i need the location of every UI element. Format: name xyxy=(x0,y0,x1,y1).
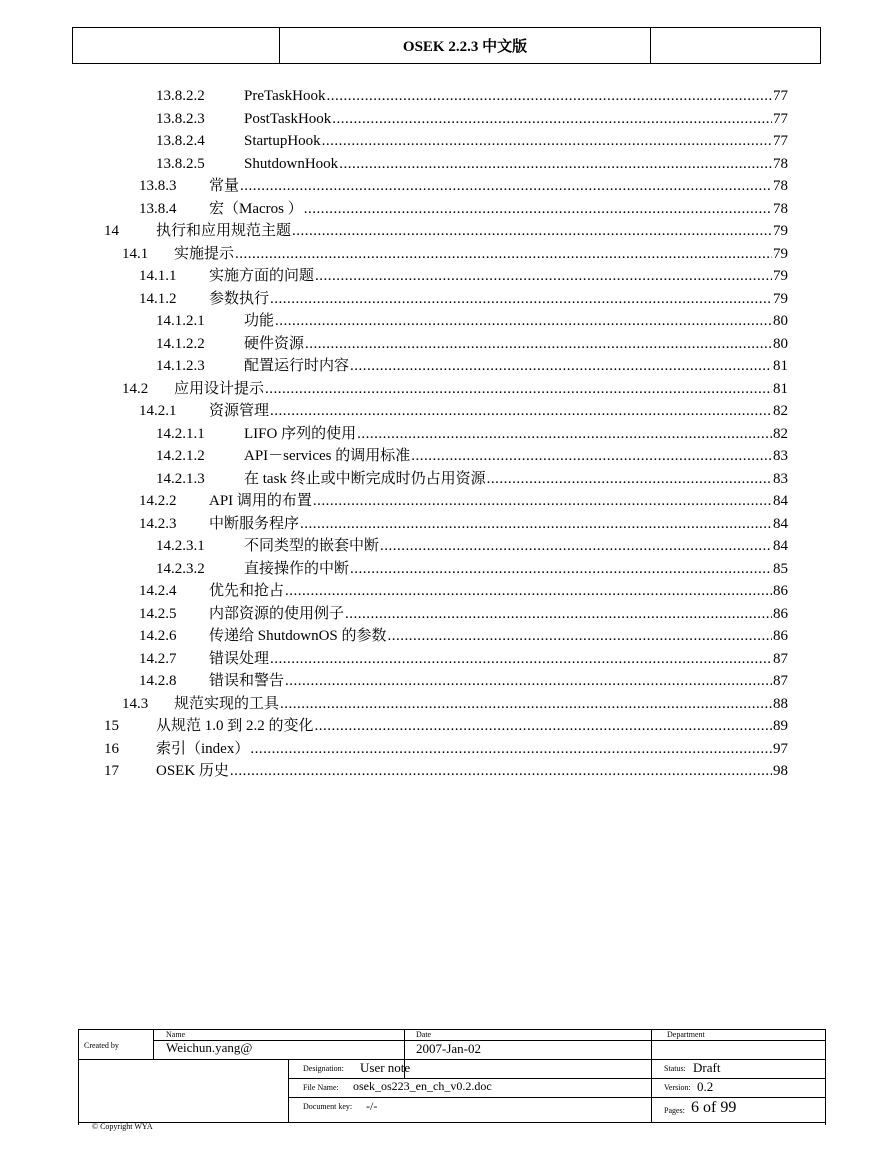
toc-entry-page: 81 xyxy=(773,358,788,374)
toc-entry-number: 17 xyxy=(104,763,119,779)
toc-leader-dots xyxy=(357,423,772,445)
toc-entry-title: 索引（index） xyxy=(156,740,250,757)
footer-name-value: Weichun.yang@ xyxy=(166,1040,253,1055)
toc-entry-page: 86 xyxy=(773,583,788,599)
toc-entry[interactable] xyxy=(122,243,788,265)
toc-entry-title: 实施方面的问题 xyxy=(209,268,315,284)
toc-entry-title: 规范实现的工具 xyxy=(174,695,280,712)
toc-entry[interactable] xyxy=(104,738,788,760)
toc-entry-number: 14.2.4 xyxy=(139,583,177,599)
toc-entry[interactable] xyxy=(156,468,788,490)
toc-entry[interactable] xyxy=(139,513,788,535)
toc-entry-number: 14.1.2.2 xyxy=(156,335,205,352)
toc-entry-page: 79 xyxy=(773,290,788,307)
footer-date-label: Date xyxy=(416,1030,432,1039)
toc-entry-title: 不同类型的嵌套中断 xyxy=(244,538,380,554)
toc-entry[interactable] xyxy=(139,648,788,670)
toc-entry-title: 实施提示 xyxy=(174,245,235,262)
toc-entry-page: 81 xyxy=(773,380,788,397)
toc-entry-page: 89 xyxy=(773,718,788,734)
toc-leader-dots xyxy=(326,85,772,107)
toc-entry-number: 13.8.2.2 xyxy=(156,88,205,104)
toc-entry[interactable] xyxy=(156,423,788,445)
toc-entry-page: 88 xyxy=(773,695,788,712)
toc-leader-dots xyxy=(292,220,772,242)
footer-pages-value: 6 of 99 xyxy=(691,1099,737,1116)
toc-entry-title: 内部资源的使用例子 xyxy=(209,605,345,622)
toc-entry[interactable] xyxy=(139,265,788,287)
footer-filename-label: File Name: xyxy=(303,1083,339,1092)
toc-entry[interactable] xyxy=(139,670,788,692)
toc-entry[interactable] xyxy=(139,625,788,647)
toc-entry-number: 13.8.2.5 xyxy=(156,155,205,172)
toc-entry-number: 14.1.2 xyxy=(139,290,177,307)
footer-version-label: Version: xyxy=(664,1083,691,1092)
toc-entry[interactable] xyxy=(139,198,788,220)
toc-entry-title: LIFO 序列的使用 xyxy=(244,425,357,442)
toc-leader-dots xyxy=(388,625,772,647)
toc-entry-title: 直接操作的中断 xyxy=(244,560,350,577)
toc-entry-page: 84 xyxy=(773,515,788,532)
footer-status-value: Draft xyxy=(693,1060,721,1075)
toc-entry-title: API－services 的调用标准 xyxy=(244,448,411,464)
toc-entry-title: API 调用的布置 xyxy=(209,493,312,509)
footer-name-label: Name xyxy=(166,1030,186,1039)
footer-version-value: 0.2 xyxy=(697,1079,714,1094)
toc-entry[interactable] xyxy=(156,85,788,107)
footer-designation-value: User note xyxy=(360,1060,411,1075)
toc-entry-page: 84 xyxy=(773,538,788,554)
toc-leader-dots xyxy=(285,580,772,602)
toc-entry-number: 14.3 xyxy=(122,695,149,712)
toc-entry-page: 83 xyxy=(773,448,788,464)
toc-entry[interactable] xyxy=(139,288,788,310)
toc-entry-page: 86 xyxy=(773,628,788,644)
toc-entry-number: 14.2.7 xyxy=(139,650,177,667)
toc-entry-page: 85 xyxy=(773,560,788,577)
document-footer xyxy=(78,1029,826,1131)
toc-leader-dots xyxy=(313,490,772,512)
toc-leader-dots xyxy=(240,175,772,197)
toc-leader-dots xyxy=(280,693,772,715)
toc-leader-dots xyxy=(275,310,772,332)
toc-entry-title: PreTaskHook xyxy=(244,88,326,104)
toc-entry[interactable] xyxy=(156,130,788,152)
toc-entry-page: 87 xyxy=(773,650,788,667)
footer-dockey-value: -/- xyxy=(366,1099,378,1113)
footer-designation-label: Designation: xyxy=(303,1064,344,1073)
toc-entry-page: 83 xyxy=(773,470,788,487)
toc-leader-dots xyxy=(487,468,772,490)
toc-leader-dots xyxy=(380,535,772,557)
footer-status-label: Status: xyxy=(664,1064,686,1073)
toc-entry[interactable] xyxy=(139,175,788,197)
toc-entry-number: 14.2.3 xyxy=(139,515,177,532)
toc-entry-title: 中断服务程序 xyxy=(209,515,300,532)
toc-entry-number: 14.1 xyxy=(122,245,149,262)
toc-entry-number: 13.8.4 xyxy=(139,200,177,217)
toc-entry-number: 14.2.1.3 xyxy=(156,470,205,487)
toc-entry[interactable] xyxy=(156,108,788,130)
toc-entry-number: 14.1.1 xyxy=(139,268,177,284)
toc-entry-title: 从规范 1.0 到 2.2 的变化 xyxy=(156,718,314,734)
toc-entry[interactable] xyxy=(156,535,788,557)
toc-entry-page: 78 xyxy=(773,178,788,194)
toc-entry-number: 14.1.2.1 xyxy=(156,313,205,329)
toc-entry-title: 错误和警告 xyxy=(209,673,285,689)
toc-leader-dots xyxy=(304,198,772,220)
toc-leader-dots xyxy=(322,130,772,152)
footer-department-label: Department xyxy=(667,1030,705,1039)
toc-entry[interactable] xyxy=(104,760,788,782)
toc-entry-title: 优先和抢占 xyxy=(209,583,285,599)
toc-entry-number: 13.8.2.4 xyxy=(156,133,205,149)
toc-leader-dots xyxy=(350,355,772,377)
toc-leader-dots xyxy=(350,558,772,580)
toc-entry-number: 13.8.2.3 xyxy=(156,110,205,127)
footer-dockey-label: Document key: xyxy=(303,1102,353,1111)
toc-entry-number: 14.2.1 xyxy=(139,403,177,419)
toc-entry-number: 14.2.2 xyxy=(139,493,177,509)
toc-entry-title: StartupHook xyxy=(244,133,321,149)
toc-leader-dots xyxy=(285,670,772,692)
toc-leader-dots xyxy=(305,333,772,355)
header-left-cell xyxy=(73,28,280,63)
toc-entry-title: 宏（Macros ） xyxy=(209,200,303,217)
toc-entry[interactable] xyxy=(156,333,788,355)
toc-entry-number: 14 xyxy=(104,223,119,239)
toc-entry-title: 应用设计提示 xyxy=(174,380,265,397)
toc-entry-number: 14.2.3.2 xyxy=(156,560,205,577)
footer-date-value: 2007-Jan-02 xyxy=(416,1041,481,1056)
toc-entry[interactable] xyxy=(122,378,788,400)
toc-entry[interactable] xyxy=(139,603,788,625)
toc-entry[interactable] xyxy=(104,715,788,737)
toc-entry-page: 87 xyxy=(773,673,788,689)
toc-entry[interactable] xyxy=(156,310,788,332)
toc-leader-dots xyxy=(339,153,772,175)
toc-leader-dots xyxy=(250,738,772,760)
toc-entry-page: 98 xyxy=(773,763,788,779)
toc-leader-dots xyxy=(270,648,772,670)
toc-entry-page: 79 xyxy=(773,223,788,239)
toc-entry-number: 14.2.8 xyxy=(139,673,177,689)
toc-entry-title: 功能 xyxy=(244,313,275,329)
toc-entry-title: 传递给 ShutdownOS 的参数 xyxy=(209,628,387,644)
toc-entry-page: 78 xyxy=(773,200,788,217)
footer-filename-value: osek_os223_en_ch_v0.2.doc xyxy=(353,1079,492,1093)
toc-entry[interactable] xyxy=(156,445,788,467)
toc-entry-page: 79 xyxy=(773,268,788,284)
toc-leader-dots xyxy=(270,288,772,310)
toc-leader-dots xyxy=(230,760,772,782)
toc-leader-dots xyxy=(270,400,772,422)
toc-leader-dots xyxy=(332,108,772,130)
toc-entry-page: 86 xyxy=(773,605,788,622)
toc-entry-title: 执行和应用规范主题 xyxy=(156,223,292,239)
toc-entry-number: 14.2.3.1 xyxy=(156,538,205,554)
toc-entry-number: 14.2.6 xyxy=(139,628,177,644)
toc-entry[interactable] xyxy=(104,220,788,242)
toc-leader-dots xyxy=(411,445,772,467)
toc-leader-dots xyxy=(345,603,772,625)
toc-entry-page: 77 xyxy=(773,110,788,127)
toc-entry-number: 14.2 xyxy=(122,380,149,397)
header-title: OSEK 2.2.3 中文版 xyxy=(280,28,651,63)
toc-entry-title: PostTaskHook xyxy=(244,110,332,127)
footer-copyright: © Copyright WYA xyxy=(92,1122,153,1131)
toc-entry[interactable] xyxy=(139,580,788,602)
toc-entry-page: 97 xyxy=(773,740,788,757)
toc-entry-number: 14.2.1.1 xyxy=(156,425,205,442)
toc-entry[interactable] xyxy=(139,400,788,422)
toc-entry[interactable] xyxy=(139,490,788,512)
toc-entry-page: 78 xyxy=(773,155,788,172)
toc-leader-dots xyxy=(315,715,772,737)
toc-entry-page: 80 xyxy=(773,313,788,329)
toc-entry-page: 82 xyxy=(773,425,788,442)
toc-entry[interactable] xyxy=(156,355,788,377)
header-right-cell xyxy=(651,28,820,63)
toc-entry-title: 参数执行 xyxy=(209,290,270,307)
toc-entry[interactable] xyxy=(156,558,788,580)
toc-entry-page: 80 xyxy=(773,335,788,352)
toc-leader-dots xyxy=(315,265,772,287)
toc-entry[interactable] xyxy=(156,153,788,175)
toc-entry-number: 14.1.2.3 xyxy=(156,358,205,374)
toc-entry-number: 15 xyxy=(104,718,119,734)
toc-leader-dots xyxy=(235,243,772,265)
toc-entry-title: 错误处理 xyxy=(209,650,270,667)
toc-entry-number: 14.2.1.2 xyxy=(156,448,205,464)
toc-entry-number: 16 xyxy=(104,740,119,757)
toc-entry-page: 84 xyxy=(773,493,788,509)
footer-pages-label: Pages: xyxy=(664,1106,685,1115)
toc-entry-number: 14.2.5 xyxy=(139,605,177,622)
toc-entry[interactable] xyxy=(122,693,788,715)
toc-entry-page: 77 xyxy=(773,88,788,104)
toc-entry-title: OSEK 历史 xyxy=(156,763,229,779)
toc-entry-title: 资源管理 xyxy=(209,403,270,419)
toc-leader-dots xyxy=(300,513,772,535)
toc-entry-title: 常量 xyxy=(209,178,240,194)
toc-entry-title: ShutdownHook xyxy=(244,155,339,172)
toc-entry-number: 13.8.3 xyxy=(139,178,177,194)
toc-entry-page: 82 xyxy=(773,403,788,419)
toc-leader-dots xyxy=(265,378,772,400)
toc-entry-title: 在 task 终止或中断完成时仍占用资源 xyxy=(244,470,486,487)
page-header xyxy=(72,27,821,64)
toc-entry-page: 77 xyxy=(773,133,788,149)
footer-created-by-label: Created by xyxy=(84,1041,119,1050)
toc-entry-title: 硬件资源 xyxy=(244,335,305,352)
toc-entry-title: 配置运行时内容 xyxy=(244,358,350,374)
toc-entry-page: 79 xyxy=(773,245,788,262)
